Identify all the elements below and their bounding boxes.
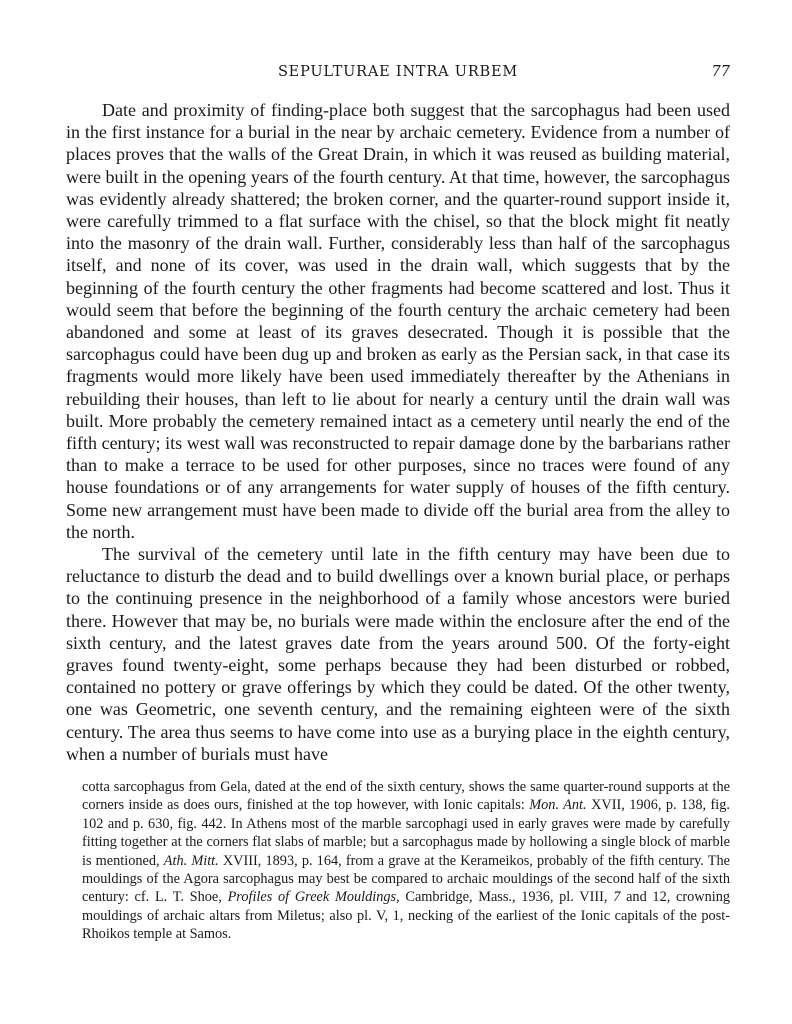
footnote [82,778,730,944]
footnote-text: cotta sarcophagus from Gela, dated at the end of the sixth century, shows the same quarter-round supports at the corners inside as does ours, finished at the top however, with Ionic capitals: [82,779,730,814]
footnote-text: , Cambridge, Mass., 1936, pl. VIII, [396,889,614,906]
footnote-paragraph [82,778,730,944]
running-title: SEPULTURAE INTRA URBEM [277,64,519,80]
footnote-citation: Ath. Mitt. [163,852,219,869]
footnote-text: XVII, 1906, p. 138, fig. 102 and p. 630, fig. 442. In Athens most of the marble sarcophagi used in early graves were made by carefully fitting together at the corners flat slabs of marble; but a sarcophagus made by hollowing a single block of marble is mentioned, [82,797,730,869]
main-text [66,99,730,765]
body-paragraph-2: The survival of the cemetery until late in the fifth century may have been due to reluctance to disturb the dead and to build dwellings over a known burial place, or perhaps to the continuing presence in the neighborhood of a family whose ancestors were buried there. However that may be, no burials were made within the enclosure after the end of the sixth century, and the latest graves date from the years around 500. Of the forty-eight graves found twenty-eight, some perhaps because they had been disturbed or robbed, contained no pottery or grave offerings by which they could be dated. Of the other twenty, one was Geometric, one seventh century, and the remaining eighteen were of the sixth century. The area thus seems to have come into use as a burying place in the eighth century, when a number of burials must have [66,544,730,764]
running-head [66,64,730,86]
footnote-text: and 12, crowning mouldings of archaic altars from Miletus; also pl. V, 1, necking of the earliest of the Ionic capitals of the post-Rhoikos temple at Samos. [82,889,731,943]
footnote-figure-number: 7 [613,889,621,906]
page-number: 77 [711,64,730,80]
footnote-citation: Mon. Ant. [529,797,587,814]
body-paragraph-1: Date and proximity of finding-place both suggest that the sarcophagus had been used in the first instance for a burial in the near by archaic cemetery. Evidence from a number of places proves that the walls of the Great Drain, in which it was reused as building material, were built in the opening years of the fourth century. At that time, however, the sarcophagus was evidently already shattered; the broken corner, and the quarter-round support inside it, were carefully trimmed to a flat surface with the chisel, so that the block might fit neatly into the masonry of the drain wall. Further, considerably less than half of the sarcophagus itself, and none of its cover, was used in the drain wall, which suggests that by the beginning of the fourth century the other fragments had become scattered and lost. Thus it would seem that before the beginning of the fourth century the archaic cemetery had been abandoned and some at least of its graves desecrated. Though it is possible that the sarcophagus could have been dug up and broken as early as the Persian sack, in that case its fragments would more likely have been used immediately thereafter by the Athenians in rebuilding their houses, than left to lie about for nearly a century until the drain wall was built. More probably the cemetery remained intact as a cemetery until nearly the end of the fifth century; its west wall was reconstructed to repair damage done by the barbarians rather than to make a terrace to be used for other purposes, since no traces were found of any house foundations or of any arrangements for water supply of houses of the fifth century. Some new arrangement must have been made to divide off the burial area from the alley to the north. [66,100,730,542]
footnote-citation: Profiles of Greek Mouldings [227,889,397,906]
footnote-text: XVIII, 1893, p. 164, from a grave at the Kerameikos, probably of the fifth century. The mouldings of the Agora sarcophagus may best be compared to archaic mouldings of the second half of the sixth century: cf. L. T. Shoe, [82,852,730,906]
